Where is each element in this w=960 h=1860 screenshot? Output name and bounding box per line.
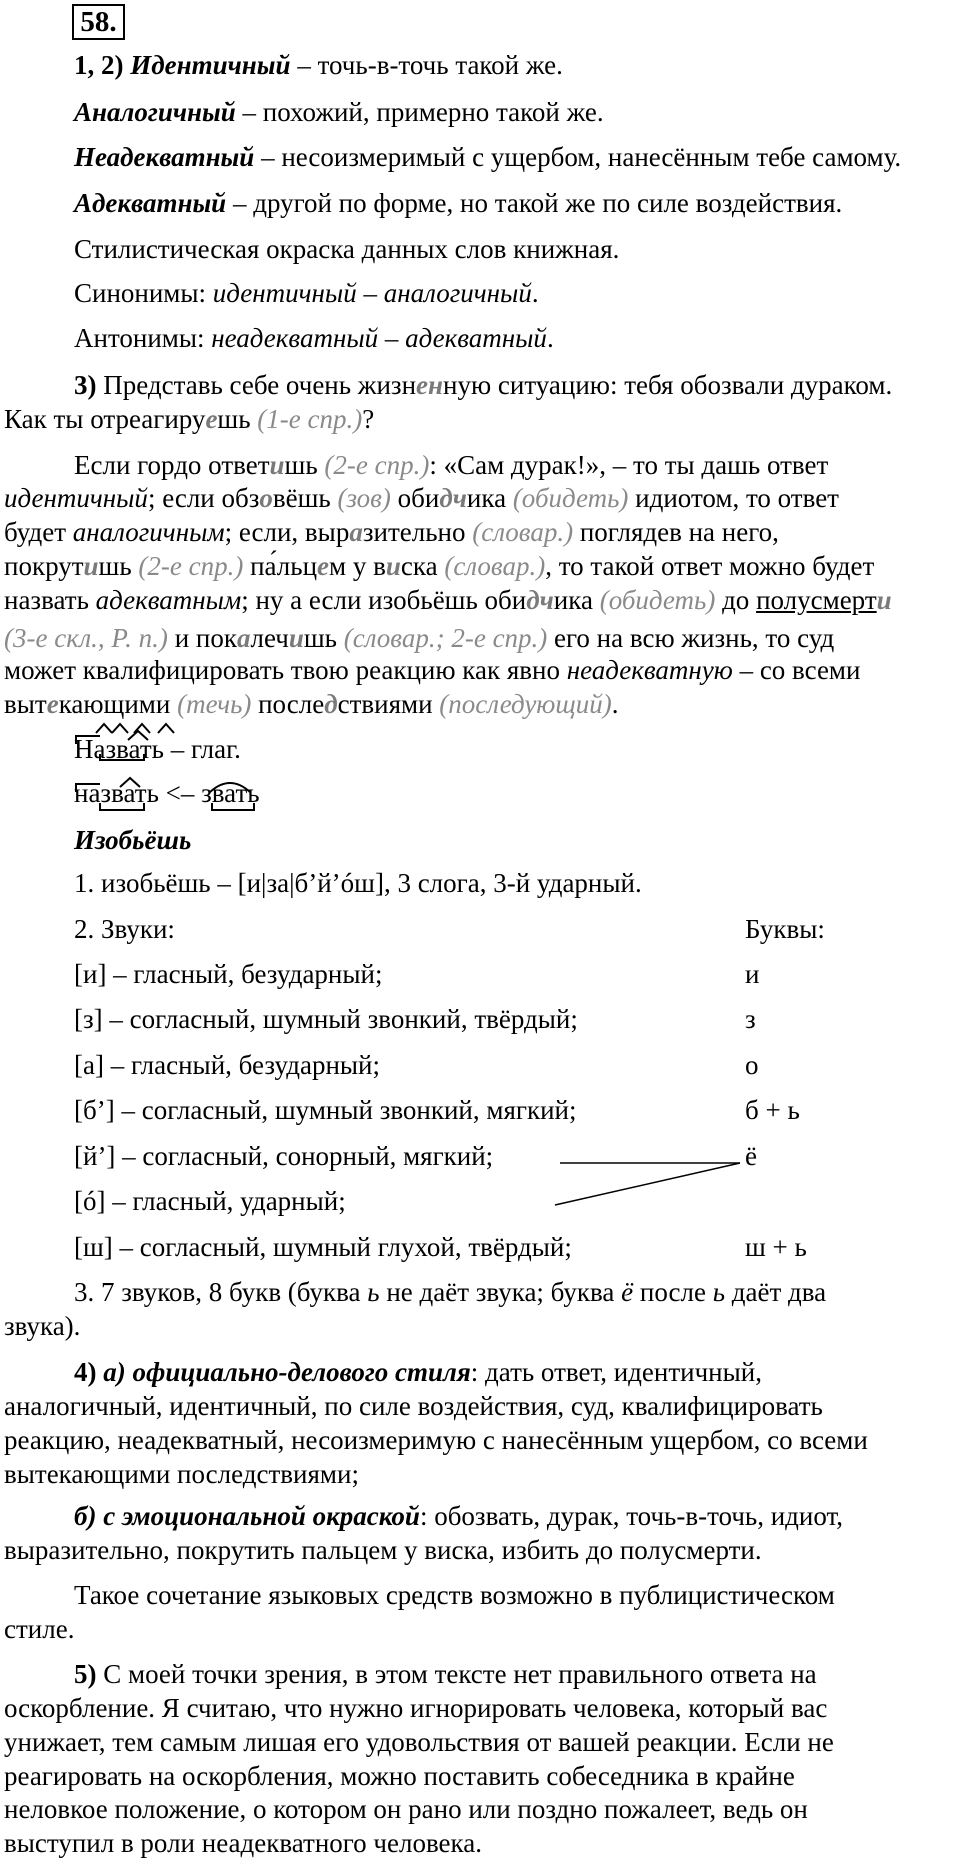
analyzed-word: Назвать: [74, 734, 164, 764]
text: ика: [553, 585, 600, 615]
phonetic-item-3-cont: звука).: [4, 1311, 81, 1341]
sound-letter-connector: [555, 1163, 740, 1205]
derivation-arrow: <–: [158, 778, 202, 808]
text: Представь себе очень жизн: [96, 370, 417, 400]
check-word: (последующий): [439, 689, 612, 719]
text: шь: [284, 450, 325, 480]
p4-line-1: [74, 1355, 762, 1389]
def-line-3: [74, 140, 901, 174]
text: шь: [217, 404, 258, 434]
text: даёт два: [725, 1277, 827, 1307]
p3-line-6: [4, 549, 874, 583]
text: ; ну а если изобьёшь оби: [241, 585, 527, 615]
text: ; если обз: [147, 483, 260, 513]
orthogram: и: [269, 450, 285, 480]
p5-line-5: неловкое положение, о котором он рано или поздно пожалеет, ведь он: [4, 1794, 808, 1824]
antonyms-value: неадекватный – адекватный: [211, 323, 547, 353]
text: : обозвать, дурак, точь-в-точь, идиот,: [419, 1501, 844, 1531]
def-line-4: [74, 186, 842, 220]
base-word: звать: [201, 778, 260, 808]
letter-cell: б + ь: [745, 1095, 800, 1125]
text: С моей точки зрения, в этом тексте нет правильного ответа на: [96, 1659, 817, 1689]
exercise-number: 58.: [72, 4, 125, 40]
orthogram: д: [324, 689, 338, 719]
text: – со всеми: [732, 655, 861, 685]
term: Неадекватный: [74, 142, 255, 172]
text: идиотом, то ответ: [628, 483, 839, 513]
text: : «Сам дурак!», – то ты дашь ответ: [429, 450, 829, 480]
antonyms-label: Антонимы:: [74, 323, 212, 353]
check-word: (зов): [337, 483, 391, 513]
phonetic-item-3: [74, 1275, 826, 1309]
text: па́льц: [243, 551, 318, 581]
text: после: [251, 689, 325, 719]
p3-line-8: [4, 621, 834, 655]
term: Адекватный: [74, 188, 227, 218]
synonyms-line: Синонимы: идентичный – аналогичный.: [74, 278, 539, 308]
text: до: [715, 585, 757, 615]
orthogram: и: [83, 551, 99, 581]
p4-line-7: Такое сочетание языковых средств возможно в публицистическом: [74, 1580, 835, 1610]
text: ?: [362, 404, 375, 434]
p4-line-3: реакцию, неадекватный, несоизмеримую с нанесённым ущербом, со всеми: [4, 1425, 868, 1455]
p3-line-10: [4, 687, 618, 721]
text: оби: [390, 483, 440, 513]
p5-line-6: выступил в роли неадекватного человека.: [4, 1828, 482, 1858]
definition: – несоизмеримый с ущербом, нанесённым тебе самому.: [254, 142, 902, 172]
text: идентичный: [4, 483, 148, 513]
sound-row: [ш] – согласный, шумный глухой, твёрдый;: [74, 1232, 572, 1262]
orthogram: е: [205, 404, 218, 434]
orthogram: дч: [439, 483, 467, 513]
term: Аналогичный: [74, 97, 236, 127]
sound-row: [б’] – согласный, шумный звонкий, мягкий;: [74, 1095, 577, 1125]
text: Как ты отреагиру: [4, 404, 206, 434]
grammar-note: (2-е спр.): [138, 551, 244, 581]
letter-cell: и: [745, 959, 760, 989]
p3-line-2: [4, 402, 374, 436]
orthogram: дч: [526, 585, 554, 615]
text: адекватным: [95, 585, 242, 615]
p3-line-3: [74, 448, 828, 482]
text: не даёт звука; буква: [379, 1277, 622, 1307]
style-label: а) официально-делового стиля: [96, 1357, 471, 1387]
text: : дать ответ, идентичный,: [470, 1357, 762, 1387]
orthogram: ен: [416, 370, 444, 400]
p4-line-6: выразительно, покрутить пальцем у виска, избить до полусмерти.: [4, 1535, 762, 1565]
p5-line-4: реагировать на оскорбления, можно поставить собеседника в крайне: [4, 1761, 795, 1791]
sounds-label: 2. Звуки:: [74, 914, 175, 944]
p4-line-8: стиле.: [4, 1614, 75, 1644]
p3-line-4: [4, 481, 839, 515]
text: .: [611, 689, 619, 719]
grammar-note: (1-е спр.): [257, 404, 363, 434]
text: зительно: [362, 517, 473, 547]
p3-line-1: [74, 368, 892, 402]
orthogram: е: [317, 551, 330, 581]
definition: – точь-в-точь такой же.: [290, 50, 563, 80]
p4-line-5: [74, 1499, 843, 1533]
letter: ь: [712, 1277, 725, 1307]
p5-line-1: [74, 1657, 817, 1691]
grammar-note: (2-е спр.): [324, 450, 430, 480]
morph-line-1: [74, 732, 241, 766]
phonetic-item-1: 1. изобьёшь – [и|за|б’й’óш], 3 слога, 3-й ударный.: [74, 868, 642, 898]
text: кающими: [58, 689, 178, 719]
text: его на всю жизнь, то суд: [547, 623, 835, 653]
morph-line-2: [74, 776, 260, 810]
part-of-speech: – глаг.: [163, 734, 241, 764]
orthogram: и: [288, 623, 304, 653]
letter: ь: [367, 1277, 380, 1307]
def-line-1: [74, 48, 563, 82]
text: назвать: [4, 585, 96, 615]
check-word: (течь): [177, 689, 252, 719]
grammar-note: (словар.): [444, 551, 546, 581]
p5-line-3: унижает, тем самым лишая его удовольствия от вашей реакции. Если не: [4, 1727, 834, 1757]
orthogram: а: [236, 623, 251, 653]
text: вёшь: [272, 483, 338, 513]
text: м у в: [329, 551, 386, 581]
text: будет: [4, 517, 73, 547]
text: шь: [303, 623, 344, 653]
orthogram: и: [876, 585, 892, 615]
item-number: 4): [74, 1357, 97, 1387]
orthogram: о: [259, 483, 273, 513]
text: ска: [400, 551, 445, 581]
p4-line-4: вытекающими последствиями;: [4, 1459, 359, 1489]
underlined-word: полусмерт: [756, 585, 877, 615]
item-number: 1, 2): [74, 50, 131, 80]
text: , то такой ответ можно будет: [545, 551, 875, 581]
style-note: Стилистическая окраска данных слов книжная.: [74, 234, 620, 264]
p3-line-5: [4, 515, 779, 549]
item-number: 5): [74, 1659, 97, 1689]
phonetic-title: Изобьёшь: [74, 825, 192, 855]
def-line-2: [74, 95, 604, 129]
check-word: (обидеть): [512, 483, 629, 513]
p5-line-2: оскорбление. Я считаю, что нужно игнорировать человека, который вас: [4, 1693, 828, 1723]
sound-row: [и] – гласный, безударный;: [74, 959, 383, 989]
definition: – похожий, примерно такой же.: [235, 97, 604, 127]
text: ; если, выр: [224, 517, 350, 547]
sound-row: [з] – согласный, шумный звонкий, твёрдый;: [74, 1004, 578, 1034]
grammar-note: (словар.): [472, 517, 574, 547]
derived-word: назвать: [74, 778, 159, 808]
text: покрут: [4, 551, 84, 581]
letter-cell: ё: [745, 1141, 757, 1171]
orthogram: а: [349, 517, 363, 547]
sound-row: [й’] – согласный, сонорный, мягкий;: [74, 1141, 494, 1171]
item-number: 3): [74, 370, 97, 400]
text: аналогичным: [72, 517, 225, 547]
text: после: [633, 1277, 713, 1307]
grammar-note: (словар.; 2-е спр.): [343, 623, 548, 653]
sound-row: [ó] – гласный, ударный;: [74, 1186, 346, 1216]
synonyms-label: Синонимы:: [74, 278, 213, 308]
term: Идентичный: [130, 50, 291, 80]
text: ика: [466, 483, 513, 513]
text: выт: [4, 689, 47, 719]
letter-cell: ш + ь: [745, 1232, 807, 1262]
text: Если гордо ответ: [74, 450, 270, 480]
p4-line-2: аналогичный, идентичный, по силе воздействия, суд, квалифицировать: [4, 1391, 823, 1421]
text: ную ситуацию: тебя обозвали дураком.: [443, 370, 893, 400]
orthogram: е: [46, 689, 59, 719]
text: шь: [98, 551, 139, 581]
grammar-note: (3-е скл., Р. п.): [4, 623, 168, 653]
p3-line-9: [4, 653, 860, 687]
orthogram: и: [385, 551, 401, 581]
letters-label: Буквы:: [745, 914, 825, 944]
text: может квалифицировать твою реакцию как явно: [4, 655, 567, 685]
text: неадекватную: [566, 655, 733, 685]
text: леч: [250, 623, 289, 653]
letter-cell: з: [745, 1004, 756, 1034]
p3-line-7: [4, 583, 892, 617]
letter-cell: о: [745, 1050, 759, 1080]
synonyms-value: идентичный – аналогичный: [212, 278, 532, 308]
letter: ё: [621, 1277, 634, 1307]
text: 3. 7 звуков, 8 букв (буква: [74, 1277, 368, 1307]
antonyms-line: Антонимы: неадекватный – адекватный.: [74, 323, 554, 353]
definition: – другой по форме, но такой же по силе воздействия.: [226, 188, 843, 218]
text: поглядев на него,: [573, 517, 779, 547]
sound-row: [а] – гласный, безударный;: [74, 1050, 381, 1080]
check-word: (обидеть): [599, 585, 716, 615]
text: ствиями: [337, 689, 440, 719]
text: и пок: [167, 623, 237, 653]
style-label: б) с эмоциональной окраской: [74, 1501, 420, 1531]
